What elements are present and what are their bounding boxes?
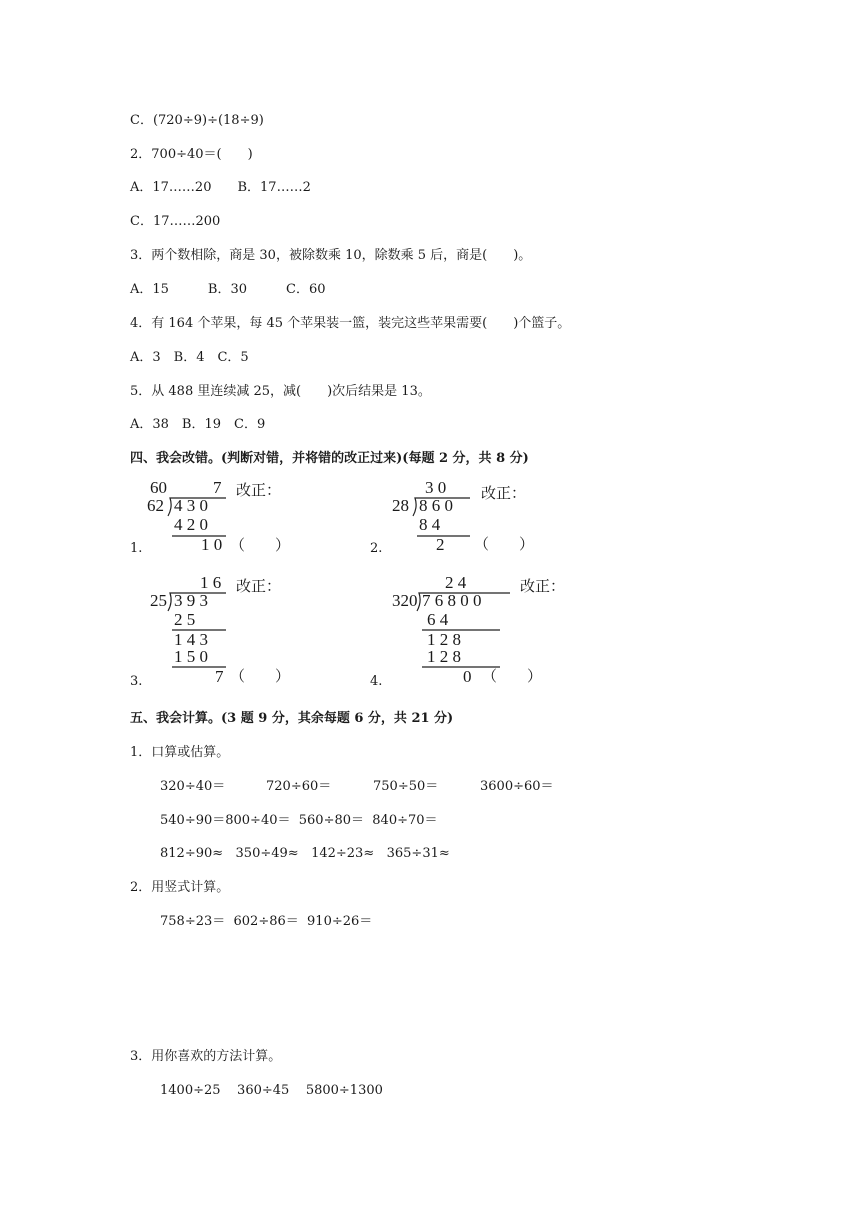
- question-2: 2．700÷40＝( ): [130, 147, 253, 162]
- dividend: 7 6 8 0 0: [422, 591, 482, 610]
- step-2: 1 2 8: [427, 630, 461, 649]
- quotient: 2 4: [445, 573, 467, 592]
- q3-options: A．15 B．30 C．60: [130, 282, 326, 297]
- q4-options: A．3 B．4 C．5: [130, 350, 249, 365]
- s5-q1-row1-item4: 3600÷60＝: [480, 779, 554, 794]
- step-3: 1 2 8: [427, 647, 461, 666]
- question-3: 3．两个数相除，商是 30，被除数乘 10，除数乘 5 后，商是( )。: [130, 248, 532, 263]
- s5-q2-row: 758÷23＝ 602÷86＝ 910÷26＝: [160, 914, 373, 929]
- problem-index: 4.: [370, 674, 383, 689]
- long-division-lines: [130, 573, 350, 693]
- step-1: 4 2 0: [174, 515, 208, 534]
- quotient: 1 6: [200, 573, 222, 592]
- correction-label: 改正：: [520, 577, 566, 595]
- s5-q1-title: 1．口算或估算。: [130, 745, 230, 760]
- divisor: 25: [150, 591, 167, 610]
- remainder: 2: [436, 535, 445, 554]
- problem-4: [370, 573, 590, 689]
- judge-paren: （ ）: [474, 535, 535, 553]
- step-2: 1 4 3: [174, 630, 208, 649]
- divisor: 320: [392, 591, 418, 610]
- s5-q1-row2: 540÷90＝800÷40＝ 560÷80＝ 840÷70＝: [160, 813, 438, 828]
- problem-2: [370, 478, 590, 568]
- step-3: 1 5 0: [174, 647, 208, 666]
- correction-label: 改正：: [481, 484, 527, 502]
- s5-q1-row1-item3: 750÷50＝: [373, 779, 439, 794]
- quotient: 3 0: [425, 478, 447, 497]
- judge-paren: （ ）: [230, 536, 291, 554]
- q1-option-c: C．(720÷9)÷(18÷9): [130, 113, 264, 128]
- s5-q1-row1-item1: 320÷40＝: [160, 779, 226, 794]
- remainder: 0: [463, 667, 472, 686]
- divisor: 62: [147, 496, 164, 515]
- step-1: 6 4: [427, 610, 449, 629]
- s5-q1-row3: 812÷90≈ 350÷49≈ 142÷23≈ 365÷31≈: [160, 846, 450, 861]
- divisor: 28: [392, 496, 409, 515]
- judge-paren: （ ）: [482, 667, 543, 685]
- question-4: 4．有 164 个苹果，每 45 个苹果装一篮，装完这些苹果需要( )个篮子。: [130, 316, 571, 331]
- quotient: 7: [213, 478, 222, 497]
- dividend: 3 9 3: [174, 591, 208, 610]
- problem-3: [130, 573, 350, 689]
- step-1: 2 5: [174, 610, 196, 629]
- long-division-lines: [130, 478, 350, 568]
- dividend: 8 6 0: [419, 496, 453, 515]
- s5-q1-row1-item2: 720÷60＝: [266, 779, 332, 794]
- section-5-heading: 五、我会计算。(3 题 9 分，其余每题 6 分，共 21 分): [130, 711, 454, 726]
- remainder: 1 0: [201, 535, 223, 554]
- section-4-heading: 四、我会改错。(判断对错，并将错的改正过来)(每题 2 分，共 8 分): [130, 451, 529, 466]
- q2-options-ab: A．17……20 B．17……2: [130, 180, 311, 195]
- correction-label: 改正：: [236, 481, 282, 499]
- q2-option-c: C．17……200: [130, 214, 221, 229]
- question-5: 5．从 488 里连续减 25，减( )次后结果是 13。: [130, 384, 431, 399]
- remainder: 7: [215, 667, 224, 686]
- s5-q2-title: 2．用竖式计算。: [130, 880, 230, 895]
- problem-index: 1.: [130, 541, 143, 556]
- problem-1: [130, 478, 350, 568]
- problem-index: 3.: [130, 674, 143, 689]
- long-division-lines: [370, 478, 590, 568]
- s5-q3-row: 1400÷25 360÷45 5800÷1300: [160, 1083, 383, 1098]
- dividend: 4 3 0: [174, 496, 208, 515]
- top-left-number: 60: [150, 478, 167, 497]
- step-1: 8 4: [419, 515, 441, 534]
- problem-index: 2.: [370, 541, 383, 556]
- q5-options: A．38 B．19 C．9: [130, 417, 266, 432]
- judge-paren: （ ）: [230, 667, 291, 685]
- s5-q3-title: 3．用你喜欢的方法计算。: [130, 1049, 282, 1064]
- long-division-lines: [370, 573, 590, 693]
- correction-label: 改正：: [236, 577, 282, 595]
